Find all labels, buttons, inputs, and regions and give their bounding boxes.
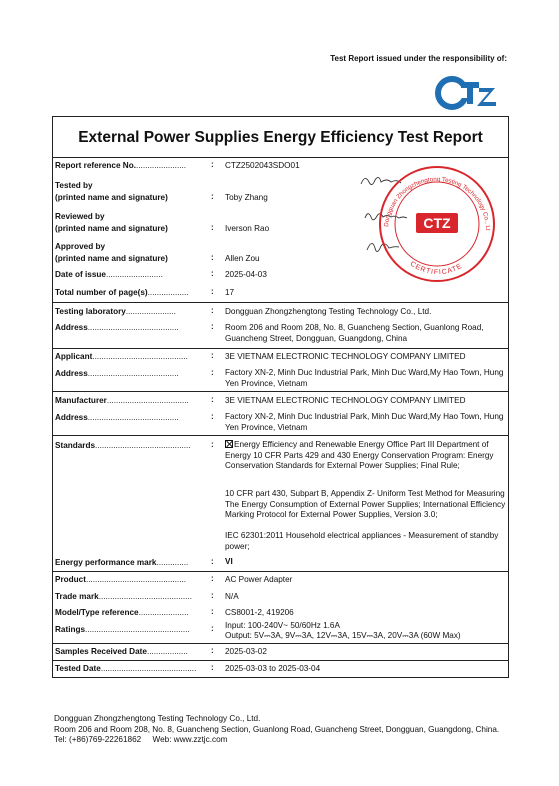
value-applicant-address: Factory XN-2, Minh Duc Industrial Park, Minh Duc Ward,My Hao Town, Hung Yen Province, Vietnam [225,368,504,388]
value-product: AC Power Adapter [225,575,293,584]
label-applicant-address: Address........................................ [55,369,179,378]
value-standards-2: 10 CFR part 430, Subpart B, Appendix Z- Uniform Test Method for Measuring The Energy Consumption of External Power Supplies; International Efficiency Marking Protocol for External Power Supplies, Version 3.0; [225,489,506,519]
value-report-ref: CTZ2502043SDO01 [225,161,300,170]
label-ratings: Ratings.............................................. [55,625,190,634]
value-tested-date: 2025-03-03 to 2025-03-04 [225,664,321,673]
value-tested-by: Toby Zhang [225,193,268,202]
label-model: Model/Type reference...................... [55,608,189,617]
value-manufacturer: 3E VIETNAM ELECTRONIC TECHNOLOGY COMPANY LIMITED [225,396,466,405]
footer-contact: Tel: (+86)769-22261862 Web: www.zztjc.com [54,735,228,744]
label-date-issue: Date of issue......................... [55,270,163,279]
value-reviewed-by: Iverson Rao [225,224,270,233]
value-standards-1: Energy Efficiency and Renewable Energy Office Part III Department of Energy 10 CFR Parts 429 and 430 Energy Conservation Program: Energy Conservation Standards for External Power Supplies; Final Rule; [225,440,494,470]
label-approved-by-sig: (printed name and signature) [55,254,168,263]
ctz-logo [433,74,501,112]
report-frame: External Power Supplies Energy Efficiency Test Report Report reference No....................... : CTZ2502043SDO01 Tested by (printed name and signature) : Toby Zhang Reviewed by (printed name and signature) : Iverson Rao Approved by (printed name and signature) : Allen Zou Date of issue......................... : 2025-04-03 Total number of page(s).................. : 17 Testing laboratory...................... : Dongguan Zhongzhengtong Testing Technology Co., Ltd. Address........................................ : Room 206 and Room 208, No. 8, Guancheng Section, Guanlong Road, Guancheng Street, Dongguan, Guangdong, China Applicant.......................................... : 3E VIETNAM ELECTRONIC TECHNOLOGY COMPANY LIMITED Address........................................ : Factory XN-2, Minh Duc Industrial Park, Minh Duc Ward,My Hao Town, Hung Yen Province, Vietnam Manufacturer.................................... : 3E VIETNAM ELECTRONIC TECHNOLOGY COMPANY LIMITED Address........................................ : Factory XN-2, Minh Duc Industrial Park, Minh Duc Ward,My Hao Town, Hung Yen Province, Vietnam Standards.......................................... : Energy Efficiency and Renewable Energy Office Part III Department of Energy 10 CFR Parts 429 and 430 Energy Conservation Program: Energy Conservation Standards for External Power Supplies; Final Rule; 10 CFR part 430, Subpart B, Appendix Z- Uniform Test Method for Measuring The Energy Consumption of External Power Supplies; International Efficiency Marking Protocol for External Power Supplies, Version 3.0; IEC 62301:2011 Household electrical appliances - Measurement of standby power; Energy performance mark.............. : VI Product............................................ : AC Power Adapter Trade mark......................................... : N/A Model/Type reference...................... : CS8001-2, 419206 Ratings.............................................. : Input: 100-240V~ 50/60Hz 1.6A Output: 5V⎓3A, 9V⎓3A, 12V⎓3A, 15V⎓3A, 20V⎓3A (60W Max) Samples Received Date.................. : 2025-03-02 Tested Date.......................................... : 2025-03-03 to 2025-03-04 [52,116,509,678]
seal-ring-text: Dongguan Zhongzhengtong Testing Technology Co., Lt [383,175,492,231]
footer-address: Room 206 and Room 208, No. 8, Guancheng Section, Guanlong Road, Guancheng Street, Dongguan, Guangdong, China. [54,724,500,734]
svg-text:CERTIFICATE [409,260,464,276]
label-approved-by: Approved by [55,242,106,251]
value-approved-by: Allen Zou [225,254,260,263]
value-date-issue: 2025-04-03 [225,270,267,279]
checked-box-icon [225,440,233,448]
value-applicant: 3E VIETNAM ELECTRONIC TECHNOLOGY COMPANY LIMITED [225,352,466,361]
red-seal [345,160,494,281]
footer [54,714,514,746]
label-applicant: Applicant.......................................... [55,352,188,361]
label-tested-by: Tested by [55,181,93,190]
value-ratings-output: Output: 5V⎓3A, 9V⎓3A, 12V⎓3A, 15V⎓3A, 20V⎓3A (60W Max) [225,631,461,640]
value-model: CS8001-2, 419206 [225,608,294,617]
label-report-ref: Report reference No....................... [55,161,187,170]
value-standards-3: IEC 62301:2011 Household electrical appliances - Measurement of standby power; [225,531,499,551]
value-testing-lab: Dongguan Zhongzhengtong Testing Technology Co., Ltd. [225,307,432,316]
label-trade-mark: Trade mark......................................... [55,592,192,601]
label-samples-received: Samples Received Date.................. [55,647,188,656]
label-manufacturer: Manufacturer.................................... [55,396,189,405]
label-lab-address: Address........................................ [55,323,179,332]
label-testing-lab: Testing laboratory...................... [55,307,176,316]
value-energy-mark: VI [225,557,233,566]
label-product: Product............................................ [55,575,187,584]
label-reviewed-by-sig: (printed name and signature) [55,224,168,233]
seal-ring-bottom: CERTIFICATE [408,260,464,277]
label-tested-by-sig: (printed name and signature) [55,193,168,202]
footer-company: Dongguan Zhongzhengtong Testing Technology Co., Ltd. [54,714,261,723]
value-total-pages: 17 [225,288,235,297]
value-ratings-input: Input: 100-240V~ 50/60Hz 1.6A [225,621,340,630]
signatures [361,177,407,251]
report-title: External Power Supplies Energy Efficiency Test Report [78,129,483,146]
seal-center-text: CTZ [423,215,451,231]
value-trade-mark: N/A [225,592,239,601]
label-reviewed-by: Reviewed by [55,212,105,221]
label-manufacturer-address: Address........................................ [55,413,179,422]
value-samples-received: 2025-03-02 [225,647,267,656]
label-total-pages: Total number of page(s).................. [55,288,189,297]
value-lab-address: Room 206 and Room 208, No. 8, Guancheng Section, Guanlong Road, Guancheng Street, Dongguan, Guangdong, China [225,323,484,343]
responsibility-note: Test Report issued under the responsibility of: [330,54,507,63]
label-tested-date: Tested Date.......................................... [55,664,197,673]
value-manufacturer-address: Factory XN-2, Minh Duc Industrial Park, Minh Duc Ward,My Hao Town, Hung Yen Province, Vietnam [225,412,504,432]
label-standards: Standards.......................................... [55,441,191,450]
label-energy-mark: Energy performance mark.............. [55,558,189,567]
company-seal-and-signatures [345,160,497,290]
